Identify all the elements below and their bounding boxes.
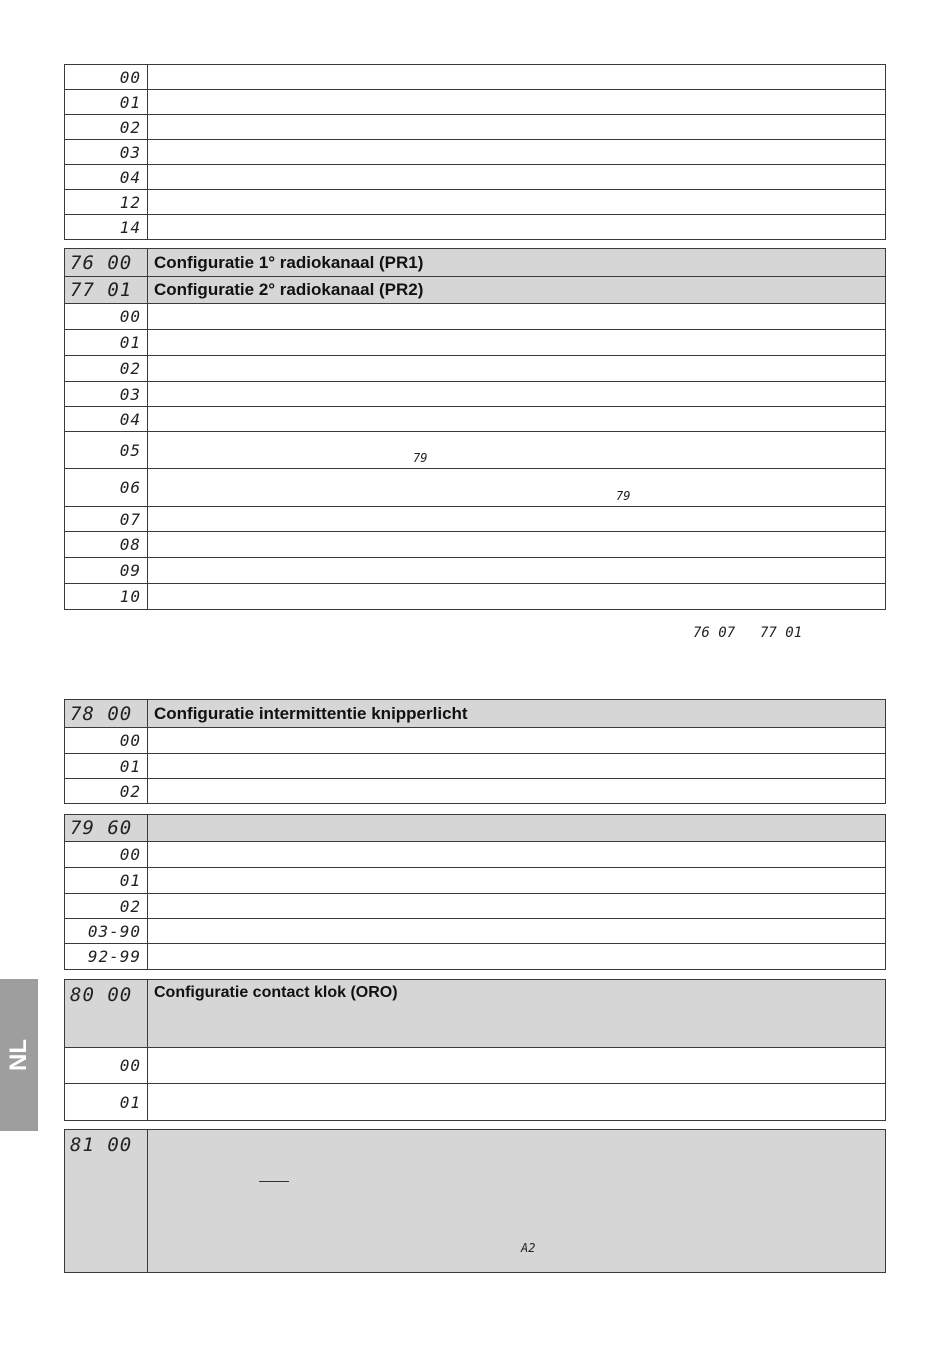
row-code: 05 <box>65 432 148 469</box>
row-code: 00 <box>65 728 148 754</box>
table-row <box>65 754 886 779</box>
table-row <box>65 215 886 240</box>
table-row <box>65 728 886 754</box>
table-header-row <box>65 700 886 728</box>
row-code: 01 <box>65 330 148 356</box>
header-title <box>148 815 886 842</box>
row-code: 01 <box>65 868 148 894</box>
table-row <box>65 356 886 382</box>
table-row <box>65 140 886 165</box>
row-code: 12 <box>65 190 148 215</box>
inline-ref-79: 79 <box>616 489 631 503</box>
header-code: 76 00 <box>65 249 148 277</box>
table-radio-channels <box>64 248 886 610</box>
row-code: 08 <box>65 532 148 558</box>
table-1 <box>64 64 886 240</box>
table-row <box>65 842 886 868</box>
language-tab <box>0 979 38 1131</box>
row-code: 00 <box>65 842 148 868</box>
table-clock-contact <box>64 979 886 1121</box>
table-row <box>65 407 886 432</box>
table-header-row <box>65 249 886 277</box>
note-ref-7607: 76 07 <box>693 625 736 641</box>
row-code: 02 <box>65 894 148 919</box>
table-row <box>65 532 886 558</box>
row-code: 02 <box>65 779 148 804</box>
row-code: 01 <box>65 754 148 779</box>
note-ref-7701: 77 01 <box>760 625 803 641</box>
table-row <box>65 165 886 190</box>
header-title <box>148 1130 886 1273</box>
row-code: 06 <box>65 469 148 507</box>
row-code: 01 <box>65 90 148 115</box>
table-row <box>65 1048 886 1084</box>
table-header-row <box>65 815 886 842</box>
row-code: 03-90 <box>65 919 148 944</box>
header-code: 77 01 <box>65 277 148 304</box>
table-row <box>65 944 886 970</box>
table-row <box>65 779 886 804</box>
header-code: 81 00 <box>65 1130 148 1273</box>
table-row <box>65 894 886 919</box>
table-header-row <box>65 980 886 1048</box>
row-code: 92-99 <box>65 944 148 970</box>
table-row <box>65 65 886 90</box>
table-row <box>65 1084 886 1121</box>
table-81 <box>64 1129 886 1273</box>
row-code: 04 <box>65 165 148 190</box>
header-code: 78 00 <box>65 700 148 728</box>
header-title: Configuratie 1° radiokanaal (PR1) <box>148 249 886 277</box>
header-code: 79 60 <box>65 815 148 842</box>
row-code: 00 <box>65 304 148 330</box>
language-tab-label: NL <box>5 1039 32 1071</box>
table-row <box>65 507 886 532</box>
table-row <box>65 190 886 215</box>
table-row <box>65 432 886 469</box>
row-code: 00 <box>65 65 148 90</box>
table-header-row <box>65 1130 886 1273</box>
table-row <box>65 919 886 944</box>
row-code: 10 <box>65 584 148 610</box>
inline-ref-a2: A2 <box>521 1241 536 1255</box>
header-title: Configuratie intermittentie knipperlicht <box>148 700 886 728</box>
row-code: 02 <box>65 115 148 140</box>
inline-ref-79: 79 <box>413 451 428 465</box>
row-code: 07 <box>65 507 148 532</box>
row-code: 00 <box>65 1048 148 1084</box>
row-code: 09 <box>65 558 148 584</box>
table-79 <box>64 814 886 970</box>
header-code: 80 00 <box>65 980 148 1048</box>
row-code: 02 <box>65 356 148 382</box>
table-row <box>65 868 886 894</box>
row-code: 03 <box>65 140 148 165</box>
table-row <box>65 330 886 356</box>
header-title: Configuratie contact klok (ORO) <box>148 980 886 1048</box>
row-code: 04 <box>65 407 148 432</box>
header-title: Configuratie 2° radiokanaal (PR2) <box>148 277 886 304</box>
table-row <box>65 382 886 407</box>
table-row <box>65 469 886 507</box>
table-row <box>65 115 886 140</box>
table-row <box>65 584 886 610</box>
table-row <box>65 90 886 115</box>
underline-mark <box>259 1181 289 1182</box>
table-row <box>65 558 886 584</box>
row-code: 03 <box>65 382 148 407</box>
row-code: 01 <box>65 1084 148 1121</box>
table-header-row <box>65 277 886 304</box>
row-code: 14 <box>65 215 148 240</box>
table-flasher <box>64 699 886 804</box>
table-row <box>65 304 886 330</box>
